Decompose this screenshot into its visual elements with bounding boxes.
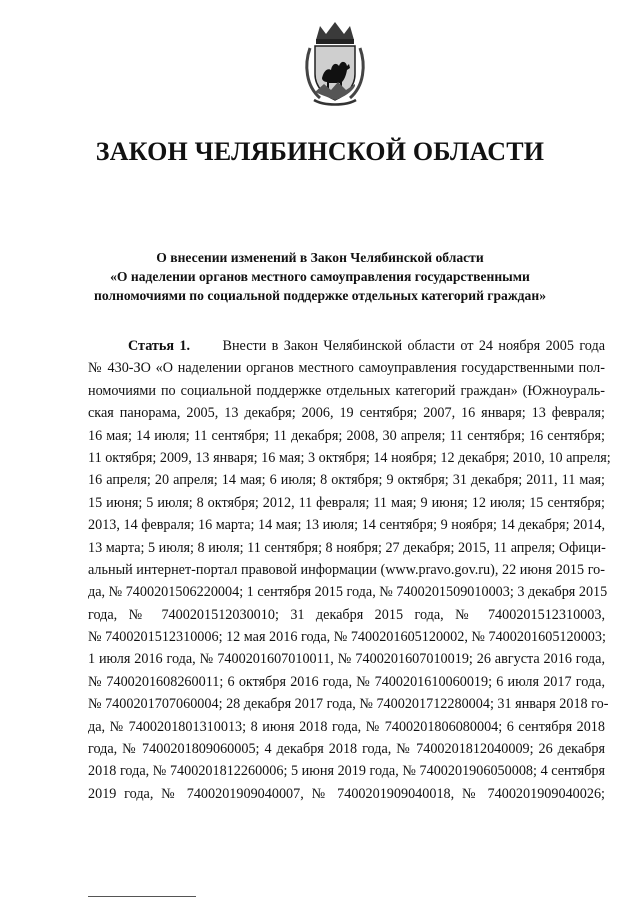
article-line: да, № 7400201801310013; 8 июня 2018 года, № 7400201806080004; 6 сентября 2018 [88, 718, 605, 735]
article-line: года, № 7400201512030010; 31 декабря 2015 года, № 7400201512310003, [88, 606, 605, 623]
subject-line: полномочиями по социальной поддержке отдельных категорий граждан» [93, 288, 546, 303]
article-line: номочиями по социальной поддержке отдельных категорий граждан» (Южноураль- [88, 382, 605, 399]
article-body [88, 335, 611, 805]
article-line: № 7400201608260011; 6 октября 2016 года, № 7400201610060019; 6 июля 2017 года, [88, 673, 605, 690]
footnote-divider [88, 896, 196, 897]
article-line: да, № 7400201506220004; 1 сентября 2015 года, № 7400201509010003; 3 декабря 2015 [88, 584, 608, 601]
law-subject [60, 248, 580, 305]
article-first-line [88, 335, 605, 357]
article-line: 11 октября; 2009, 13 января; 16 мая; 3 октября; 14 ноября; 12 декабря; 2010, 10 апреля; [88, 449, 611, 466]
subject-line: «О наделении органов местного самоуправления государственными [110, 269, 530, 284]
article-line: 13 марта; 5 июля; 8 июля; 11 сентября; 8 ноября; 27 декабря; 2015, 11 апреля; Офици- [88, 539, 606, 556]
article-line: № 7400201707060004; 28 декабря 2017 года, № 7400201712280004; 31 января 2018 го- [88, 696, 609, 713]
article-line: 2019 года, № 7400201909040007, № 7400201909040018, № 7400201909040026; [88, 785, 605, 802]
article-line: 16 мая; 14 июля; 11 сентября; 11 декабря; 2008, 30 апреля; 11 сентября; 16 сентября; [88, 427, 605, 444]
law-title: ЗАКОН ЧЕЛЯБИНСКОЙ ОБЛАСТИ [95, 137, 545, 166]
coat-of-arms-emblem [302, 20, 368, 106]
article-first-line-text: Внести в Закон Челябинской области от 24 ноября 2005 года [222, 338, 606, 354]
article-line: 1 июля 2016 года, № 7400201607010011, № 7400201607010019; 26 августа 2016 года, [88, 651, 605, 668]
article-line: ская панорама, 2005, 13 декабря; 2006, 19 сентября; 2007, 16 января; 13 февраля; [88, 405, 605, 422]
article-line: № 7400201512310006; 12 мая 2016 года, № 7400201605120002, № 7400201605120003; [88, 629, 606, 646]
article-line: № 430-ЗО «О наделении органов местного самоуправления государственными пол- [88, 360, 605, 377]
article-line: 2013, 14 февраля; 16 марта; 14 мая; 13 июля; 14 сентября; 9 ноября; 14 декабря; 2014, [88, 517, 605, 534]
article-line: 16 апреля; 20 апреля; 14 мая; 6 июля; 8 октября; 9 октября; 31 декабря; 2011, 11 мая; [88, 472, 605, 489]
subject-line: О внесении изменений в Закон Челябинской области [156, 250, 484, 265]
article-label: Статья 1. [128, 338, 191, 354]
article-line: 2018 года, № 7400201812260006; 5 июня 2019 года, № 7400201906050008; 4 сентября [88, 763, 605, 780]
article-line: альный интернет-портал правовой информации (www.pravo.gov.ru), 22 июня 2015 го- [88, 561, 605, 578]
article-line: 15 июня; 5 июля; 8 октября; 2012, 11 февраля; 11 мая; 9 июня; 12 июля; 15 сентября; [88, 494, 605, 511]
article-line: года, № 7400201809060005; 4 декабря 2018 года, № 7400201812040009; 26 декабря [88, 741, 605, 758]
